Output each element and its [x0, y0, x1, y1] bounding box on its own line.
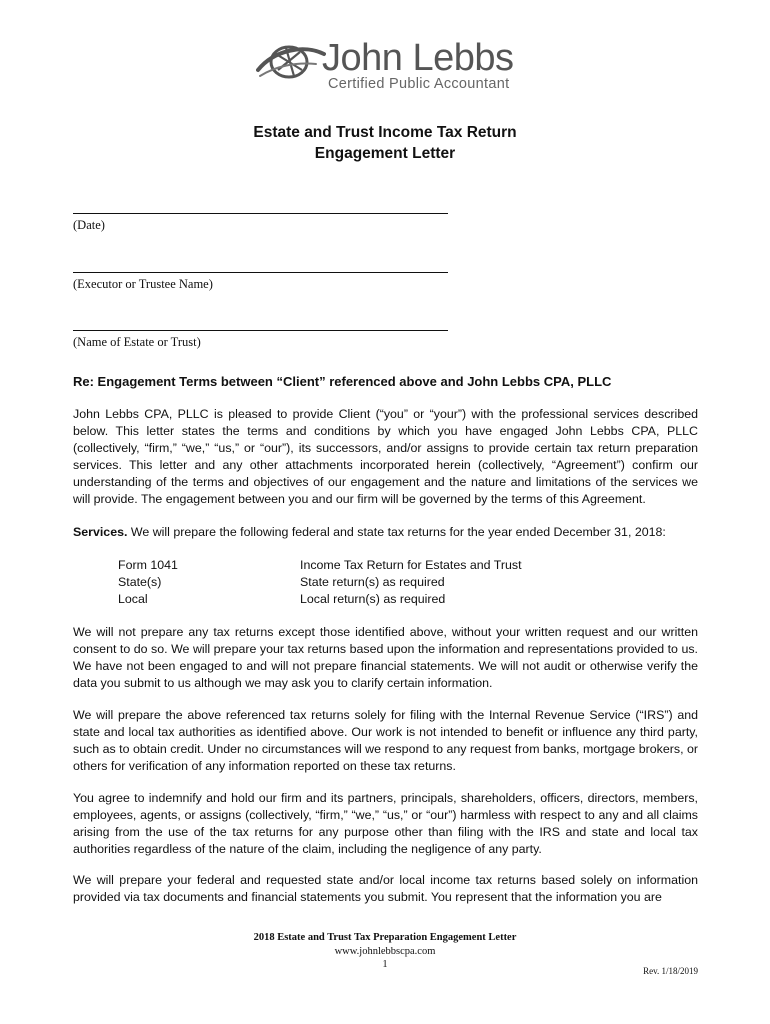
- logo-subtitle: Certified Public Accountant: [328, 76, 510, 92]
- date-caption: (Date): [73, 218, 105, 232]
- estate-caption: (Name of Estate or Trust): [73, 335, 201, 349]
- executor-caption: (Executor or Trustee Name): [73, 277, 213, 291]
- logo-name: John Lebbs: [322, 37, 514, 79]
- revision-date: Rev. 1/18/2019: [643, 966, 698, 976]
- service-form: Form 1041: [118, 558, 178, 572]
- title-line-2: Engagement Letter: [314, 145, 456, 162]
- re-line: Re: Engagement Terms between “Client” referenced above and John Lebbs CPA, PLLC: [73, 374, 612, 389]
- footer-url[interactable]: www.johnlebbscpa.com: [334, 946, 436, 957]
- date-blank-line[interactable]: [73, 213, 448, 214]
- globe-swoosh-icon: [256, 40, 326, 84]
- intro-paragraph: John Lebbs CPA, PLLC is pleased to provide Client (“you” or “your”) with the professional services described below. This letter states the terms and conditions by which you have engaged John Lebbs CPA, PLLC (collectively, “firm,” “we,” “us,” or “our”), its successors, and/or assigns to provide certain tax return preparation services. This letter and any other attachments incorporated herein (collectively, “Agreement”) confirm our understanding of the terms and objectives of our engagement and the nature and limitations of the services we will provide. The engagement between you and our firm will be governed by the terms of this Agreement.: [73, 407, 698, 506]
- paragraph-purpose: We will prepare the above referenced tax returns solely for filing with the Internal Revenue Service (“IRS”) and state and local tax authorities as identified above. Our work is not intended to benefit or influence any third party, such as to obtain credit. Under no circumstances will we respond to any request from banks, mortgage brokers, or others for verification of any information reported on these tax returns.: [73, 708, 698, 773]
- estate-blank-line[interactable]: [73, 330, 448, 331]
- paragraph-scope: We will not prepare any tax returns except those identified above, without your written request and our written consent to do so. We will prepare your tax returns based upon the information and representations provided to us. We have not been engaged to and will not prepare financial statements. We will not audit or otherwise verify the data you submit to us although we may ask you to clarify certain information.: [73, 625, 698, 690]
- service-form: State(s): [118, 575, 162, 589]
- paragraph-information: We will prepare your federal and requested state and/or local income tax returns based solely on information provided via tax documents and financial statements you submit. You represent that the information you are: [73, 873, 698, 904]
- service-desc: State return(s) as required: [300, 575, 445, 589]
- service-desc: Income Tax Return for Estates and Trust: [300, 558, 522, 572]
- title-line-1: Estate and Trust Income Tax Return: [253, 124, 517, 141]
- paragraph-indemnify: You agree to indemnify and hold our firm and its partners, principals, shareholders, officers, directors, members, employees, agents, or assigns (collectively, “firm,” “we,” “us,” or “our”) harmless with respect to any and all claims arising from the use of the tax returns for any purpose other than filing with the IRS and state and local tax authorities regardless of the nature of the claim, including the negligence of any party.: [73, 791, 698, 856]
- footer-title: 2018 Estate and Trust Tax Preparation Engagement Letter: [253, 932, 517, 943]
- page-number: 1: [382, 959, 388, 970]
- services-text: We will prepare the following federal and state tax returns for the year ended December 31, 2018:: [130, 525, 666, 539]
- executor-blank-line[interactable]: [73, 272, 448, 273]
- company-logo: [256, 36, 526, 96]
- services-paragraph: [73, 524, 698, 541]
- services-label: Services.: [73, 525, 128, 539]
- service-desc: Local return(s) as required: [300, 592, 446, 606]
- service-form: Local: [118, 592, 148, 606]
